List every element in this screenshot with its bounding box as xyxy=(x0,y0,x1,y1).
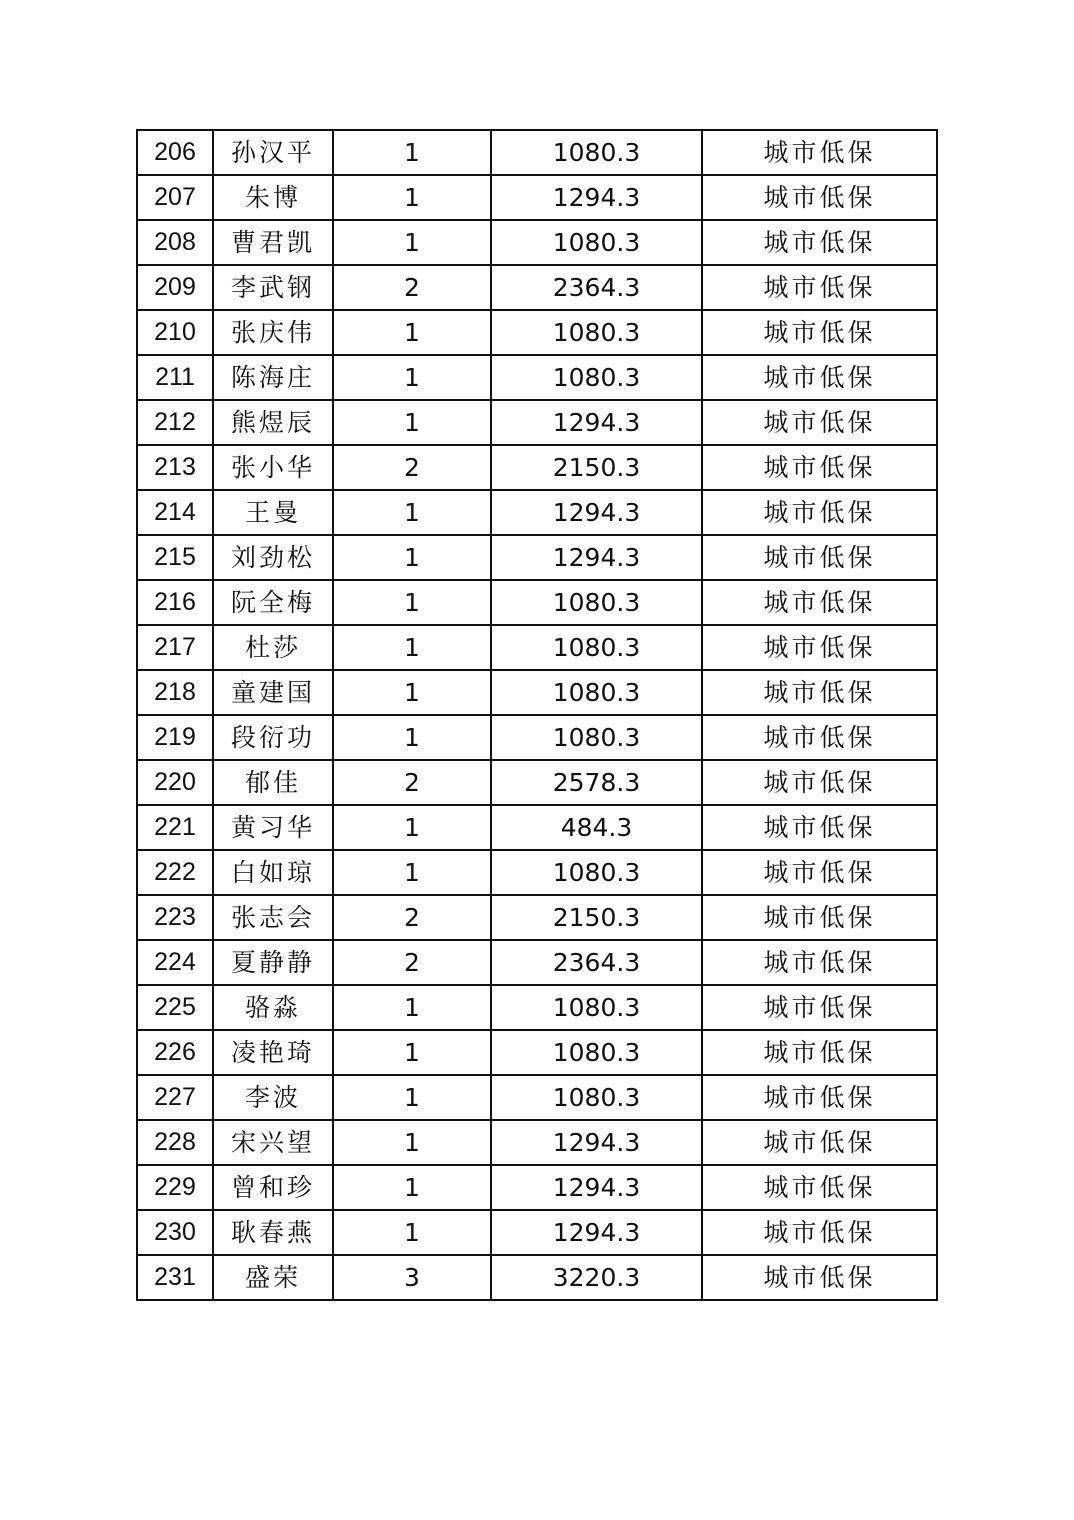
amount-cell: 1080.3 xyxy=(491,850,702,895)
category-cell: 城市低保 xyxy=(702,850,937,895)
category-cell: 城市低保 xyxy=(702,1255,937,1300)
row-number-cell: 209 xyxy=(137,265,213,310)
table-row xyxy=(137,625,937,670)
row-number-cell: 211 xyxy=(137,355,213,400)
name-cell: 段衍功 xyxy=(213,715,333,760)
household-count-cell: 1 xyxy=(333,670,491,715)
table-row xyxy=(137,490,937,535)
name-cell: 杜莎 xyxy=(213,625,333,670)
name-cell: 阮全梅 xyxy=(213,580,333,625)
table-row xyxy=(137,1210,937,1255)
table-row xyxy=(137,310,937,355)
category-cell: 城市低保 xyxy=(702,670,937,715)
table-row xyxy=(137,895,937,940)
household-count-cell: 1 xyxy=(333,535,491,580)
category-cell: 城市低保 xyxy=(702,1165,937,1210)
category-cell: 城市低保 xyxy=(702,175,937,220)
name-cell: 王曼 xyxy=(213,490,333,535)
amount-cell: 1294.3 xyxy=(491,490,702,535)
row-number-cell: 208 xyxy=(137,220,213,265)
row-number-cell: 221 xyxy=(137,805,213,850)
household-count-cell: 1 xyxy=(333,310,491,355)
amount-cell: 1080.3 xyxy=(491,985,702,1030)
household-count-cell: 1 xyxy=(333,625,491,670)
table-row xyxy=(137,670,937,715)
table-row xyxy=(137,1165,937,1210)
row-number-cell: 206 xyxy=(137,130,213,175)
row-number-cell: 227 xyxy=(137,1075,213,1120)
row-number-cell: 224 xyxy=(137,940,213,985)
row-number-cell: 214 xyxy=(137,490,213,535)
household-count-cell: 3 xyxy=(333,1255,491,1300)
name-cell: 张小华 xyxy=(213,445,333,490)
table-row xyxy=(137,535,937,580)
name-cell: 孙汉平 xyxy=(213,130,333,175)
name-cell: 李武钢 xyxy=(213,265,333,310)
table-row xyxy=(137,715,937,760)
category-cell: 城市低保 xyxy=(702,580,937,625)
amount-cell: 1294.3 xyxy=(491,1165,702,1210)
amount-cell: 2578.3 xyxy=(491,760,702,805)
name-cell: 熊煜辰 xyxy=(213,400,333,445)
name-cell: 耿春燕 xyxy=(213,1210,333,1255)
name-cell: 凌艳琦 xyxy=(213,1030,333,1075)
category-cell: 城市低保 xyxy=(702,805,937,850)
table-row xyxy=(137,1255,937,1300)
amount-cell: 2150.3 xyxy=(491,895,702,940)
row-number-cell: 220 xyxy=(137,760,213,805)
amount-cell: 1080.3 xyxy=(491,310,702,355)
table-row xyxy=(137,265,937,310)
row-number-cell: 215 xyxy=(137,535,213,580)
table-row xyxy=(137,1120,937,1165)
category-cell: 城市低保 xyxy=(702,445,937,490)
category-cell: 城市低保 xyxy=(702,895,937,940)
amount-cell: 1294.3 xyxy=(491,1210,702,1255)
name-cell: 陈海庄 xyxy=(213,355,333,400)
category-cell: 城市低保 xyxy=(702,760,937,805)
amount-cell: 2364.3 xyxy=(491,265,702,310)
household-count-cell: 1 xyxy=(333,355,491,400)
household-count-cell: 1 xyxy=(333,490,491,535)
category-cell: 城市低保 xyxy=(702,355,937,400)
table-row xyxy=(137,940,937,985)
category-cell: 城市低保 xyxy=(702,310,937,355)
category-cell: 城市低保 xyxy=(702,625,937,670)
household-count-cell: 2 xyxy=(333,895,491,940)
name-cell: 黄习华 xyxy=(213,805,333,850)
amount-cell: 1080.3 xyxy=(491,355,702,400)
name-cell: 张志会 xyxy=(213,895,333,940)
household-count-cell: 1 xyxy=(333,1165,491,1210)
table-row xyxy=(137,220,937,265)
row-number-cell: 228 xyxy=(137,1120,213,1165)
table-row xyxy=(137,850,937,895)
category-cell: 城市低保 xyxy=(702,265,937,310)
row-number-cell: 212 xyxy=(137,400,213,445)
amount-cell: 1080.3 xyxy=(491,580,702,625)
household-count-cell: 1 xyxy=(333,985,491,1030)
category-cell: 城市低保 xyxy=(702,1030,937,1075)
category-cell: 城市低保 xyxy=(702,715,937,760)
name-cell: 白如琼 xyxy=(213,850,333,895)
row-number-cell: 226 xyxy=(137,1030,213,1075)
row-number-cell: 230 xyxy=(137,1210,213,1255)
row-number-cell: 210 xyxy=(137,310,213,355)
roster-body xyxy=(137,130,937,1300)
household-count-cell: 1 xyxy=(333,130,491,175)
amount-cell: 1294.3 xyxy=(491,400,702,445)
category-cell: 城市低保 xyxy=(702,1120,937,1165)
row-number-cell: 225 xyxy=(137,985,213,1030)
category-cell: 城市低保 xyxy=(702,985,937,1030)
household-count-cell: 1 xyxy=(333,1210,491,1255)
category-cell: 城市低保 xyxy=(702,940,937,985)
amount-cell: 1294.3 xyxy=(491,1120,702,1165)
household-count-cell: 1 xyxy=(333,220,491,265)
amount-cell: 2364.3 xyxy=(491,940,702,985)
row-number-cell: 216 xyxy=(137,580,213,625)
name-cell: 郁佳 xyxy=(213,760,333,805)
row-number-cell: 207 xyxy=(137,175,213,220)
row-number-cell: 231 xyxy=(137,1255,213,1300)
table-row xyxy=(137,175,937,220)
category-cell: 城市低保 xyxy=(702,1210,937,1255)
table-row xyxy=(137,580,937,625)
row-number-cell: 222 xyxy=(137,850,213,895)
amount-cell: 1080.3 xyxy=(491,220,702,265)
table-row xyxy=(137,760,937,805)
row-number-cell: 229 xyxy=(137,1165,213,1210)
name-cell: 李波 xyxy=(213,1075,333,1120)
row-number-cell: 223 xyxy=(137,895,213,940)
household-count-cell: 1 xyxy=(333,850,491,895)
name-cell: 曹君凯 xyxy=(213,220,333,265)
table-row xyxy=(137,985,937,1030)
amount-cell: 1080.3 xyxy=(491,1075,702,1120)
household-count-cell: 2 xyxy=(333,445,491,490)
name-cell: 童建国 xyxy=(213,670,333,715)
row-number-cell: 219 xyxy=(137,715,213,760)
household-count-cell: 1 xyxy=(333,400,491,445)
row-number-cell: 217 xyxy=(137,625,213,670)
row-number-cell: 218 xyxy=(137,670,213,715)
table-row xyxy=(137,1075,937,1120)
amount-cell: 1294.3 xyxy=(491,535,702,580)
table-row xyxy=(137,130,937,175)
table-row xyxy=(137,805,937,850)
name-cell: 盛荣 xyxy=(213,1255,333,1300)
relief-roster-table xyxy=(136,129,938,1301)
name-cell: 夏静静 xyxy=(213,940,333,985)
household-count-cell: 2 xyxy=(333,265,491,310)
amount-cell: 1080.3 xyxy=(491,670,702,715)
household-count-cell: 1 xyxy=(333,1075,491,1120)
household-count-cell: 1 xyxy=(333,1120,491,1165)
amount-cell: 2150.3 xyxy=(491,445,702,490)
household-count-cell: 1 xyxy=(333,175,491,220)
name-cell: 刘劲松 xyxy=(213,535,333,580)
household-count-cell: 2 xyxy=(333,760,491,805)
household-count-cell: 2 xyxy=(333,940,491,985)
household-count-cell: 1 xyxy=(333,805,491,850)
household-count-cell: 1 xyxy=(333,1030,491,1075)
amount-cell: 1080.3 xyxy=(491,1030,702,1075)
table-row xyxy=(137,445,937,490)
amount-cell: 1080.3 xyxy=(491,625,702,670)
category-cell: 城市低保 xyxy=(702,1075,937,1120)
row-number-cell: 213 xyxy=(137,445,213,490)
amount-cell: 1294.3 xyxy=(491,175,702,220)
table-row xyxy=(137,1030,937,1075)
category-cell: 城市低保 xyxy=(702,130,937,175)
category-cell: 城市低保 xyxy=(702,490,937,535)
household-count-cell: 1 xyxy=(333,715,491,760)
table-row xyxy=(137,400,937,445)
name-cell: 张庆伟 xyxy=(213,310,333,355)
category-cell: 城市低保 xyxy=(702,220,937,265)
table-row xyxy=(137,355,937,400)
amount-cell: 3220.3 xyxy=(491,1255,702,1300)
household-count-cell: 1 xyxy=(333,580,491,625)
name-cell: 曾和珍 xyxy=(213,1165,333,1210)
category-cell: 城市低保 xyxy=(702,400,937,445)
category-cell: 城市低保 xyxy=(702,535,937,580)
amount-cell: 1080.3 xyxy=(491,130,702,175)
name-cell: 宋兴望 xyxy=(213,1120,333,1165)
name-cell: 骆淼 xyxy=(213,985,333,1030)
amount-cell: 1080.3 xyxy=(491,715,702,760)
name-cell: 朱博 xyxy=(213,175,333,220)
amount-cell: 484.3 xyxy=(491,805,702,850)
